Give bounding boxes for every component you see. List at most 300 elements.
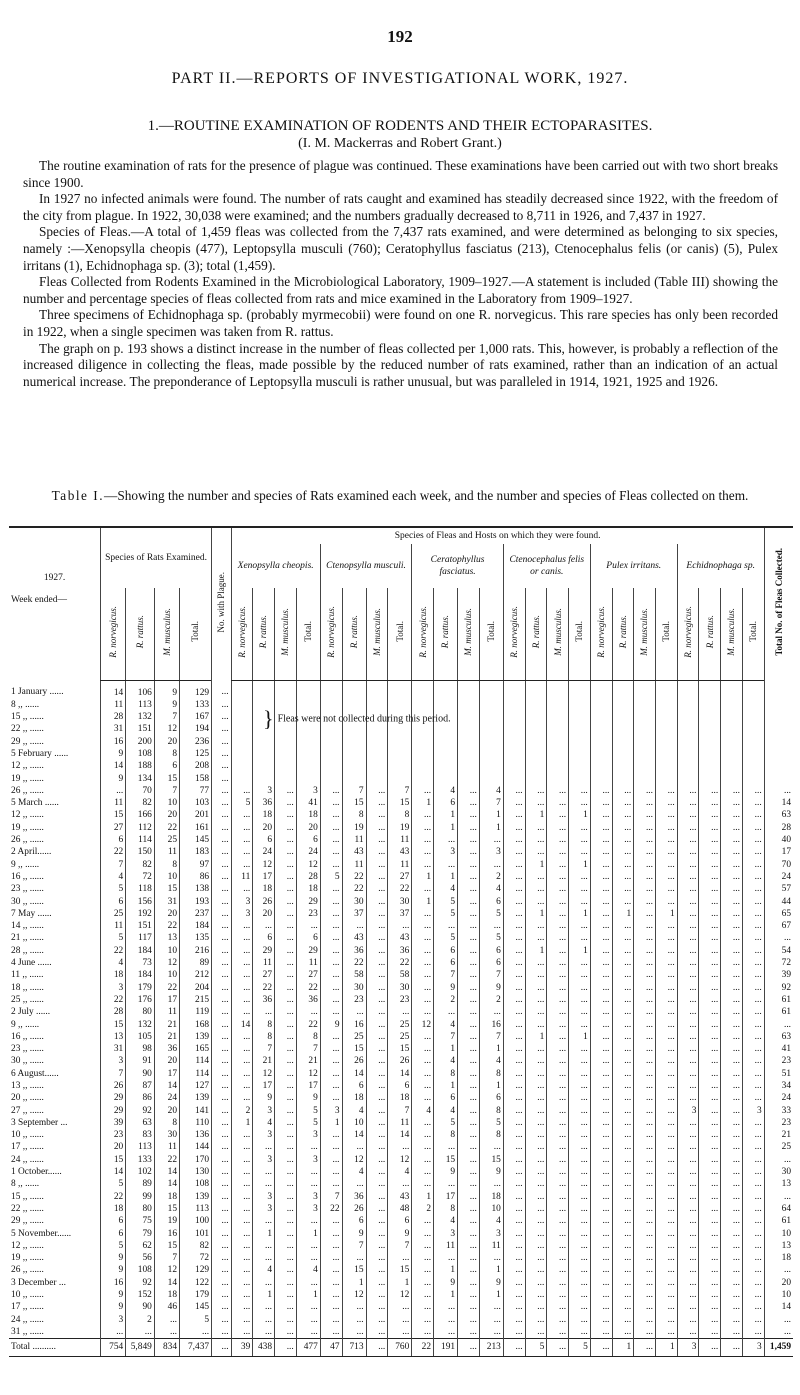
rat-count-cell: ... [212, 834, 231, 846]
flea-count-cell: 36 [296, 994, 320, 1006]
flea-count-cell: ... [742, 859, 764, 871]
rat-count-cell: 14 [154, 1080, 179, 1092]
flea-count-cell: ... [366, 1092, 388, 1104]
flea-count-cell: ... [699, 1191, 721, 1203]
flea-count-cell [590, 723, 612, 735]
flea-count-cell [742, 680, 764, 699]
flea-count-cell: ... [634, 994, 656, 1006]
rat-count-cell: ... [101, 1326, 126, 1339]
flea-count-cell: ... [547, 1215, 569, 1227]
flea-count-cell: 36 [342, 945, 366, 957]
flea-count-cell: ... [342, 1314, 366, 1326]
flea-count-cell: 16 [479, 1019, 503, 1031]
rat-count-cell: 6 [101, 1215, 126, 1227]
column-subheader: R. rattus. [342, 588, 366, 680]
flea-count-cell: ... [320, 1068, 342, 1080]
week-cell: 12 ,, ...... [11, 810, 44, 821]
year-label: 1927. [43, 573, 66, 583]
rat-count-cell: 87 [126, 1080, 155, 1092]
flea-count-cell [677, 760, 699, 772]
rat-count-cell: 82 [126, 859, 155, 871]
flea-count-cell: ... [296, 1178, 320, 1190]
flea-count-cell: ... [590, 846, 612, 858]
flea-count-cell: ... [525, 1277, 547, 1289]
flea-count-cell: 6 [388, 1215, 412, 1227]
rat-count-cell: ... [212, 1154, 231, 1166]
flea-count-cell: 1 [525, 809, 547, 821]
flea-count-cell: 3 [434, 846, 458, 858]
flea-count-cell: ... [612, 846, 634, 858]
rat-count-cell: 4 [101, 957, 126, 969]
flea-count-cell: ... [590, 1043, 612, 1055]
flea-count-cell: ... [634, 859, 656, 871]
flea-count-cell: 43 [342, 846, 366, 858]
flea-count-cell: ... [612, 1178, 634, 1190]
rat-count-cell: 89 [126, 1178, 155, 1190]
flea-count-cell: ... [388, 920, 412, 932]
flea-count-cell: ... [634, 1092, 656, 1104]
flea-count-cell: ... [655, 822, 677, 834]
flea-count-cell: 3 [253, 785, 275, 797]
week-cell: 5 February ...... [11, 748, 69, 759]
flea-count-cell: ... [458, 1203, 480, 1215]
flea-count-cell: 40 [764, 834, 793, 846]
flea-count-cell: 11 [342, 859, 366, 871]
rat-count-cell: 70 [126, 785, 155, 797]
flea-count-cell: 6 [434, 957, 458, 969]
flea-count-cell: ... [231, 859, 253, 871]
flea-count-cell: ... [458, 883, 480, 895]
column-subheader: M. musculus. [721, 588, 743, 680]
flea-count-cell: 14 [764, 1301, 793, 1313]
rat-count-cell: 11 [154, 1006, 179, 1018]
flea-count-cell: 15 [434, 1154, 458, 1166]
flea-count-cell: ... [547, 994, 569, 1006]
flea-count-cell: ... [721, 1129, 743, 1141]
flea-count-cell: ... [412, 1326, 434, 1339]
flea-count-cell [764, 748, 793, 760]
flea-count-cell: ... [296, 1277, 320, 1289]
flea-count-cell: ... [231, 957, 253, 969]
rat-count-cell: 237 [180, 908, 212, 920]
flea-count-cell: ... [320, 1031, 342, 1043]
flea-count-cell [275, 680, 297, 699]
week-cell: 14 ,, ...... [11, 921, 44, 932]
flea-count-cell: ... [366, 1264, 388, 1276]
flea-count-cell [525, 711, 547, 723]
flea-count-cell: 51 [764, 1068, 793, 1080]
rat-count-cell: 133 [180, 699, 212, 711]
flea-count-cell: 14 [764, 797, 793, 809]
flea-count-cell: 22 [342, 957, 366, 969]
flea-count-cell: ... [412, 1215, 434, 1227]
flea-count-cell: ... [677, 1289, 699, 1301]
flea-count-cell: ... [677, 1277, 699, 1289]
flea-count-cell: ... [458, 1019, 480, 1031]
flea-count-cell: ... [655, 957, 677, 969]
flea-count-cell: ... [699, 883, 721, 895]
flea-count-cell: ... [253, 1252, 275, 1264]
flea-group-header: Ctenopsylla musculi. [320, 544, 412, 588]
flea-count-cell: ... [320, 1215, 342, 1227]
rat-count-cell: 98 [126, 1043, 155, 1055]
flea-count-cell: ... [590, 1105, 612, 1117]
flea-count-cell: 64 [764, 1203, 793, 1215]
week-cell: 27 ,, ...... [11, 1105, 44, 1116]
flea-count-cell [412, 760, 434, 772]
flea-count-cell: ... [503, 1031, 525, 1043]
flea-count-cell [320, 773, 342, 785]
column-subheader: R. rattus. [525, 588, 547, 680]
rat-count-cell: ... [212, 1043, 231, 1055]
flea-count-cell: 3 [231, 908, 253, 920]
table-row [9, 1166, 793, 1178]
rat-count-cell: 15 [101, 1154, 126, 1166]
rat-count-cell: 89 [180, 957, 212, 969]
rat-count-cell: 90 [126, 1301, 155, 1313]
flea-count-cell: ... [569, 896, 591, 908]
flea-count-cell: ... [699, 932, 721, 944]
flea-count-cell: ... [412, 1289, 434, 1301]
flea-count-cell: ... [699, 785, 721, 797]
rat-count-cell: 75 [126, 1215, 155, 1227]
flea-count-cell: ... [231, 932, 253, 944]
flea-count-cell [721, 760, 743, 772]
flea-count-cell: ... [479, 834, 503, 846]
flea-count-cell: ... [458, 1191, 480, 1203]
flea-count-cell: 3 [296, 1129, 320, 1141]
flea-count-cell: ... [366, 1043, 388, 1055]
rat-count-cell: 7 [154, 1252, 179, 1264]
flea-count-cell: ... [634, 1031, 656, 1043]
flea-count-cell: ... [366, 822, 388, 834]
week-cell: 19 ,, ...... [11, 1253, 44, 1264]
total-cell: 713 [342, 1339, 366, 1356]
flea-count-cell: ... [655, 1141, 677, 1153]
flea-count-cell [569, 699, 591, 711]
flea-count-cell: ... [320, 1141, 342, 1153]
flea-count-cell: ... [412, 1043, 434, 1055]
flea-count-cell: ... [366, 1289, 388, 1301]
flea-count-cell: ... [231, 1129, 253, 1141]
rat-count-cell: ... [212, 982, 231, 994]
flea-count-cell: ... [569, 1154, 591, 1166]
flea-count-cell: ... [275, 883, 297, 895]
flea-count-cell: 6 [479, 896, 503, 908]
flea-count-cell [547, 680, 569, 699]
flea-count-cell: ... [655, 1264, 677, 1276]
flea-count-cell: ... [742, 982, 764, 994]
rat-count-cell: 179 [126, 982, 155, 994]
flea-count-cell: ... [458, 1105, 480, 1117]
table-row [9, 871, 793, 883]
flea-count-cell: ... [742, 1203, 764, 1215]
flea-count-cell: 6 [479, 957, 503, 969]
flea-count-cell [458, 736, 480, 748]
flea-count-cell [590, 680, 612, 699]
flea-count-cell: ... [655, 809, 677, 821]
flea-count-cell: ... [547, 1301, 569, 1313]
rat-count-cell: 21 [154, 1031, 179, 1043]
rat-count-cell: 86 [180, 871, 212, 883]
flea-count-cell: 4 [342, 1166, 366, 1178]
flea-count-cell: ... [655, 834, 677, 846]
rat-count-cell: 161 [180, 822, 212, 834]
flea-count-cell: ... [366, 834, 388, 846]
flea-count-cell: ... [655, 1215, 677, 1227]
flea-count-cell: ... [525, 834, 547, 846]
flea-count-cell: ... [366, 1240, 388, 1252]
flea-count-cell: ... [742, 1277, 764, 1289]
flea-count-cell: 3 [253, 1129, 275, 1141]
total-cell: 5,849 [126, 1339, 155, 1356]
rat-count-cell: 119 [180, 1006, 212, 1018]
week-header [9, 527, 101, 680]
flea-count-cell [569, 736, 591, 748]
flea-count-cell: 3 [296, 1154, 320, 1166]
flea-count-cell: 1 [412, 1191, 434, 1203]
rat-count-cell: 145 [180, 834, 212, 846]
flea-count-cell: 3 [479, 1228, 503, 1240]
flea-count-cell: ... [231, 969, 253, 981]
total-cell: ... [212, 1339, 231, 1356]
flea-count-cell: ... [699, 1129, 721, 1141]
flea-count-cell: ... [590, 1129, 612, 1141]
flea-count-cell: ... [655, 1326, 677, 1339]
flea-count-cell: ... [634, 1129, 656, 1141]
table-caption-text: —Showing the number and species of Rats examined each week, and the number and species of Fleas collected on them. [104, 488, 749, 503]
flea-count-cell: ... [634, 834, 656, 846]
flea-count-cell: ... [612, 1043, 634, 1055]
table-row [9, 982, 793, 994]
rat-count-cell: ... [212, 1019, 231, 1031]
rat-count-cell: 90 [126, 1068, 155, 1080]
flea-count-cell: 26 [388, 1055, 412, 1067]
total-cell: 3 [677, 1339, 699, 1356]
flea-count-cell: 37 [342, 908, 366, 920]
flea-count-cell: ... [503, 1178, 525, 1190]
table-row [9, 1264, 793, 1276]
week-cell: 8 ,, ...... [11, 1179, 40, 1190]
table-row [9, 1314, 793, 1326]
flea-count-cell [612, 711, 634, 723]
flea-count-cell: ... [721, 932, 743, 944]
flea-count-cell: ... [320, 1228, 342, 1240]
flea-count-cell: 15 [479, 1154, 503, 1166]
flea-count-cell [434, 773, 458, 785]
table-row [9, 748, 793, 760]
flea-count-cell: 3 [479, 846, 503, 858]
flea-count-cell: ... [275, 1080, 297, 1092]
rat-count-cell: 20 [154, 1055, 179, 1067]
flea-count-cell: ... [677, 908, 699, 920]
flea-count-cell: ... [275, 1203, 297, 1215]
flea-count-cell: 12 [388, 1154, 412, 1166]
rat-count-cell: ... [212, 773, 231, 785]
rat-count-cell: 179 [180, 1289, 212, 1301]
flea-count-cell: 17 [296, 1080, 320, 1092]
flea-count-cell [503, 723, 525, 735]
flea-count-cell: 36 [253, 797, 275, 809]
flea-count-cell: ... [503, 1277, 525, 1289]
flea-count-cell: 37 [388, 908, 412, 920]
table-row [9, 1154, 793, 1166]
flea-count-cell: 4 [434, 883, 458, 895]
flea-count-cell: ... [612, 1055, 634, 1067]
flea-count-cell: ... [253, 1314, 275, 1326]
flea-count-cell: ... [366, 994, 388, 1006]
flea-count-cell: ... [412, 908, 434, 920]
flea-count-cell: ... [547, 1228, 569, 1240]
total-cell: ... [275, 1339, 297, 1356]
flea-count-cell: 1 [479, 1043, 503, 1055]
flea-count-cell: ... [366, 1191, 388, 1203]
flea-count-cell: ... [525, 982, 547, 994]
flea-count-cell: 21 [253, 1055, 275, 1067]
flea-count-cell [388, 760, 412, 772]
rat-count-cell: 127 [180, 1080, 212, 1092]
flea-count-cell: 18 [388, 1092, 412, 1104]
flea-count-cell: 1 [525, 859, 547, 871]
flea-count-cell: ... [320, 1154, 342, 1166]
flea-count-cell: ... [742, 1191, 764, 1203]
rat-count-cell: 97 [180, 859, 212, 871]
flea-count-cell [677, 711, 699, 723]
rat-count-cell: 9 [101, 1252, 126, 1264]
flea-count-cell: ... [590, 1191, 612, 1203]
flea-count-cell: 67 [764, 920, 793, 932]
flea-count-cell: 12 [388, 1289, 412, 1301]
flea-count-cell: ... [612, 1154, 634, 1166]
flea-count-cell: ... [634, 920, 656, 932]
flea-count-cell: ... [677, 1301, 699, 1313]
flea-count-cell: ... [342, 1252, 366, 1264]
flea-count-cell: 3 [253, 1203, 275, 1215]
flea-count-cell: ... [458, 1068, 480, 1080]
flea-count-cell [525, 773, 547, 785]
flea-count-cell: ... [503, 1314, 525, 1326]
rat-count-cell: 25 [154, 834, 179, 846]
flea-count-cell: ... [699, 1068, 721, 1080]
column-subheader: Total. [742, 588, 764, 680]
flea-group-header: Pulex irritans. [590, 544, 677, 588]
week-cell: 21 ,, ...... [11, 933, 44, 944]
column-subheader: Total. [296, 588, 320, 680]
rat-count-cell: 28 [101, 711, 126, 723]
week-cell: 9 ,, ...... [11, 1019, 40, 1030]
flea-count-cell: ... [634, 822, 656, 834]
flea-count-cell: ... [721, 1043, 743, 1055]
flea-count-cell: ... [296, 1252, 320, 1264]
flea-count-cell: ... [412, 1252, 434, 1264]
flea-count-cell: 1 [569, 809, 591, 821]
flea-count-cell: ... [590, 1240, 612, 1252]
total-cell: ... [634, 1339, 656, 1356]
flea-count-cell: 1 [320, 1117, 342, 1129]
flea-count-cell: ... [612, 871, 634, 883]
flea-count-cell: ... [458, 1043, 480, 1055]
flea-count-cell: ... [721, 1191, 743, 1203]
flea-count-cell: ... [634, 1154, 656, 1166]
flea-count-cell: ... [699, 1006, 721, 1018]
rat-count-cell: 6 [101, 896, 126, 908]
flea-count-cell: 3 [742, 1105, 764, 1117]
flea-count-cell: ... [569, 822, 591, 834]
flea-count-cell: ... [547, 1105, 569, 1117]
flea-count-cell: ... [547, 883, 569, 895]
flea-count-cell: ... [366, 1055, 388, 1067]
flea-count-cell: ... [366, 945, 388, 957]
flea-count-cell: ... [569, 1277, 591, 1289]
table-row [9, 908, 793, 920]
flea-count-cell: ... [612, 883, 634, 895]
flea-count-cell: ... [458, 1117, 480, 1129]
flea-count-cell: ... [699, 809, 721, 821]
flea-count-cell: ... [612, 957, 634, 969]
flea-count-cell [231, 773, 253, 785]
flea-count-cell: ... [655, 785, 677, 797]
flea-count-cell: 22 [253, 982, 275, 994]
rat-count-cell: 9 [101, 1301, 126, 1313]
flea-count-cell: ... [547, 945, 569, 957]
flea-count-cell: ... [366, 1068, 388, 1080]
flea-count-cell: ... [458, 1129, 480, 1141]
flea-count-cell: ... [569, 1105, 591, 1117]
rat-count-cell: ... [212, 1166, 231, 1178]
flea-count-cell: 28 [296, 871, 320, 883]
rat-count-cell: 170 [180, 1154, 212, 1166]
flea-count-cell: ... [590, 896, 612, 908]
flea-count-cell: ... [275, 1215, 297, 1227]
flea-count-cell: 1 [296, 1228, 320, 1240]
rat-count-cell: 18 [101, 1203, 126, 1215]
flea-count-cell: 5 [479, 932, 503, 944]
flea-count-cell: ... [458, 1301, 480, 1313]
flea-count-cell: ... [434, 1326, 458, 1339]
flea-count-cell: ... [231, 982, 253, 994]
flea-count-cell: ... [699, 969, 721, 981]
flea-count-cell [479, 748, 503, 760]
flea-count-cell: ... [634, 1191, 656, 1203]
flea-count-cell: ... [655, 945, 677, 957]
flea-count-cell [742, 760, 764, 772]
flea-count-cell: ... [320, 1240, 342, 1252]
flea-count-cell [742, 711, 764, 723]
column-subheader: M. musculus. [547, 588, 569, 680]
flea-count-cell: 1 [434, 1264, 458, 1276]
week-cell: 24 ,, ...... [11, 1154, 44, 1165]
table-row [9, 945, 793, 957]
flea-count-cell: ... [677, 1055, 699, 1067]
rat-count-cell: 82 [180, 1240, 212, 1252]
flea-count-cell: ... [231, 1043, 253, 1055]
rat-count-cell: 77 [180, 785, 212, 797]
total-cell: 22 [412, 1339, 434, 1356]
flea-count-cell: ... [721, 1166, 743, 1178]
flea-count-cell [634, 723, 656, 735]
rat-count-cell: ... [180, 1326, 212, 1339]
flea-count-cell: ... [590, 1019, 612, 1031]
flea-count-cell: ... [503, 1105, 525, 1117]
flea-count-cell: ... [547, 871, 569, 883]
flea-count-cell: ... [320, 1301, 342, 1313]
flea-count-cell: ... [503, 1215, 525, 1227]
flea-count-cell: ... [231, 846, 253, 858]
rat-count-cell: 10 [154, 871, 179, 883]
flea-count-cell [388, 773, 412, 785]
flea-count-cell: ... [569, 883, 591, 895]
flea-count-cell: 19 [388, 822, 412, 834]
